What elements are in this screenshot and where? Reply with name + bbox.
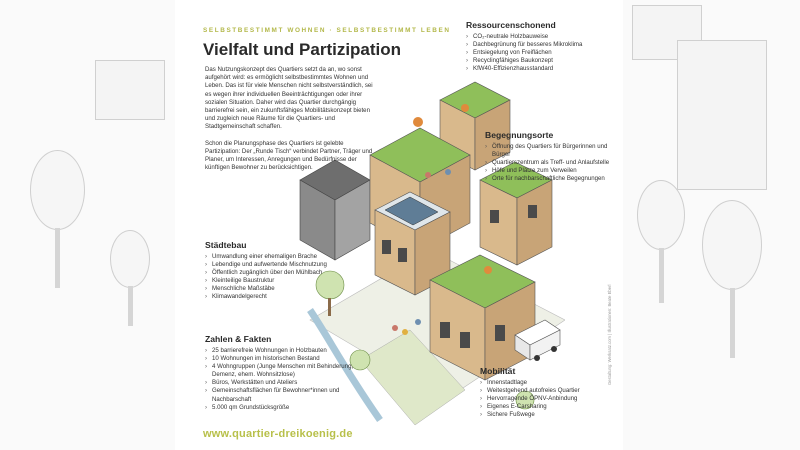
list-item: › Öffnung des Quartiers für Bürgerinnen und Bürger — [485, 143, 617, 159]
sketch-house-icon — [677, 40, 767, 190]
list-item: › Klimawandelgerecht — [205, 293, 355, 301]
website-link[interactable]: www.quartier-dreikoenig.de — [203, 428, 353, 440]
bullet-list — [205, 347, 370, 412]
poster-sheet — [175, 0, 623, 450]
section-begegnungsorte — [485, 130, 617, 183]
section-ressourcen — [466, 20, 616, 73]
section-title: Begegnungsorte — [485, 130, 554, 140]
kicker-text: SELBSTBESTIMMT WOHNEN · SELBSTBESTIMMT LEBEN — [203, 27, 451, 34]
list-item: › 5.000 qm Grundstücksgröße — [205, 404, 370, 412]
list-item: › 25 barrierefreie Wohnungen in Holzbauten — [205, 347, 370, 355]
section-title: Mobilität — [480, 366, 516, 376]
list-item: › Büros, Werkstätten und Ateliers — [205, 379, 370, 387]
list-item: › Öffentlich zugänglich über den Mühlbach — [205, 269, 355, 277]
list-item: › Weitestgehend autofreies Quartier — [480, 387, 615, 395]
section-staedtebau — [205, 240, 355, 302]
list-item: › Orte für nachbarschaftliche Begegnungen — [485, 175, 617, 183]
background-sketch-left — [0, 0, 175, 450]
list-item: › Recyclingfähiges Baukonzept — [466, 57, 616, 65]
list-item: › Sichere Fußwege — [480, 411, 615, 419]
section-zahlen-fakten — [205, 334, 370, 412]
sketch-tree-icon — [110, 230, 150, 288]
list-item: › Gemeinschaftsflächen für Bewohner*innen und Nachbarschaft — [205, 387, 370, 403]
section-title: Zahlen & Fakten — [205, 334, 272, 344]
sketch-tree-icon — [702, 200, 762, 290]
background-sketch-right — [622, 0, 800, 450]
list-item: › Höfe und Plätze zum Verweilen — [485, 167, 617, 175]
bullet-list — [466, 33, 616, 73]
list-item: › KfW40-Effizienzhausstandard — [466, 65, 616, 73]
list-item: › Kleinteilige Baustruktur — [205, 277, 355, 285]
list-item: › Umwandlung einer ehemaligen Brache — [205, 253, 355, 261]
intro-paragraph: Das Nutzungskonzept des Quartiers setzt da an, wo sonst aufgehört wird: es ermöglicht selbstbestimmtes Wohnen und Leben. Das ist für viele Menschen nicht selbstverständlich, sei es wegen ihrer individuellen Beeinträchtigungen oder ihrer sozialen Situation. Daher wird das Quartier durchgängig barrierefrei sein, ein zukunftsfähiges Mobilitätskonzept bieten und zugleich neue Räume für die Quartiers- und Stadtgemeinschaft schaffen. — [205, 66, 373, 131]
sketch-trunk — [55, 228, 60, 288]
list-item: › Menschliche Maßstäbe — [205, 285, 355, 293]
sketch-tree-icon — [30, 150, 85, 230]
section-title: Städtebau — [205, 240, 247, 250]
sketch-tree-icon — [637, 180, 685, 250]
list-item: › Dachbegrünung für besseres Mikroklima — [466, 41, 616, 49]
list-item: › Eigenes E-Carsharing — [480, 403, 615, 411]
list-item: › Quartierszentrum als Treff- und Anlaufstelle — [485, 159, 617, 167]
sketch-trunk — [128, 286, 133, 326]
section-mobilitaet — [480, 366, 615, 419]
section-title: Ressourcenschonend — [466, 20, 556, 30]
page-title: Vielfalt und Partizipation — [203, 40, 402, 59]
bullet-list — [485, 143, 617, 183]
list-item: › Lebendige und aufwertende Mischnutzung — [205, 261, 355, 269]
list-item: › Entsiegelung von Freiflächen — [466, 49, 616, 57]
credit-text: Gestaltung: Werksatz.com | Illustrationen: Beate Eberl — [607, 284, 612, 385]
list-item: › 4 Wohngruppen (Junge Menschen mit Behinderung, Demenz, ehem. Wohnsitzlose) — [205, 363, 370, 379]
list-item: › 10 Wohnungen im historischen Bestand — [205, 355, 370, 363]
intro-paragraph: Schon die Planungsphase des Quartiers ist gelebte Partizipation: Der „Runde Tisch“ verbindet Partner, Träger und Planer, um Interessen, Anregungen und Bedürfnisse der künftigen Bewohner zu berücksichtigen. — [205, 139, 373, 172]
bullet-list — [205, 253, 355, 302]
intro-text — [205, 66, 373, 180]
sketch-trunk — [659, 248, 664, 303]
sketch-trunk — [730, 288, 735, 358]
list-item: › CO₂-neutrale Holzbauweise — [466, 33, 616, 41]
list-item: › Hervorragende ÖPNV-Anbindung — [480, 395, 615, 403]
list-item: › Innenstadtlage — [480, 379, 615, 387]
sketch-house-icon — [95, 60, 165, 120]
bullet-list — [480, 379, 615, 419]
